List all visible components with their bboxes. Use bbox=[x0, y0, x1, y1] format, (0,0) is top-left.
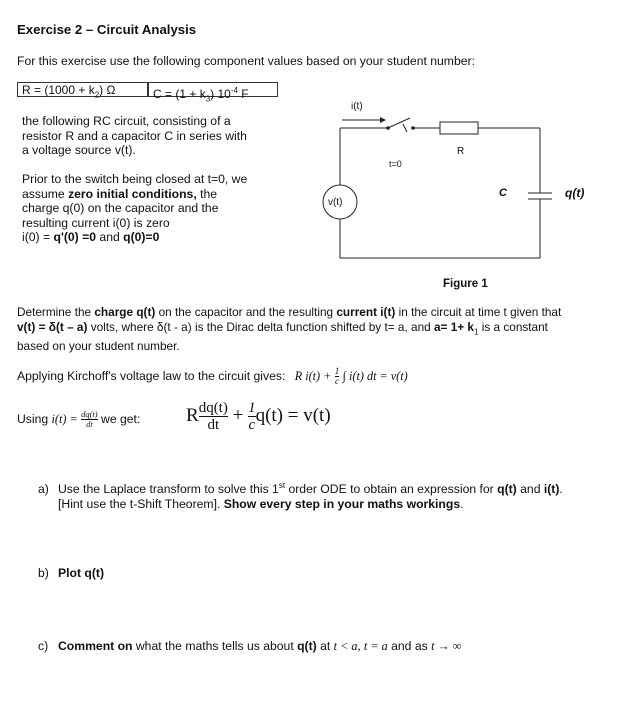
initial-conditions bbox=[22, 172, 247, 245]
capacitor-value-unit: ) 10 bbox=[210, 87, 231, 101]
question-math: t → ∞ bbox=[431, 639, 462, 653]
conditions-bold: zero initial conditions, bbox=[68, 186, 197, 201]
using-fraction-den: dt bbox=[86, 419, 93, 430]
using-fraction bbox=[81, 410, 98, 429]
question-text: [Hint use the t-Shift Theorem]. bbox=[58, 497, 224, 512]
question-bold: Show every step in your maths workings bbox=[223, 497, 461, 512]
conditions-line: resulting current i(0) is zero bbox=[22, 215, 170, 230]
question-sup: st bbox=[278, 481, 286, 490]
question-b-label: b) bbox=[38, 566, 49, 580]
conditions-bold: q(0)=0 bbox=[123, 230, 160, 244]
charge-label: q(t) bbox=[565, 186, 585, 200]
task-text: is a constant bbox=[478, 319, 548, 334]
kvl-fraction-den: c bbox=[335, 376, 340, 387]
conditions-line: Prior to the switch being closed at t=0, we bbox=[22, 172, 248, 186]
resistor-value-unit: ) Ω bbox=[99, 83, 116, 97]
ode-part: + bbox=[232, 404, 244, 426]
task-bold: v(t) = δ(t – a) bbox=[17, 319, 88, 334]
question-text: and bbox=[516, 482, 544, 497]
kvl-equation-part: R i(t) + bbox=[294, 369, 332, 383]
question-bold: q(t) bbox=[497, 482, 517, 497]
page-title: Exercise 2 – Circuit Analysis bbox=[17, 22, 197, 37]
resistor-symbol bbox=[440, 122, 478, 134]
ode-fraction-num: 1 bbox=[248, 400, 256, 416]
task-text: on the capacitor and the resulting bbox=[155, 305, 337, 319]
task-bold: a= 1+ k bbox=[433, 319, 474, 334]
task-text: in the circuit at time t given that bbox=[395, 305, 562, 319]
question-text: and as bbox=[387, 639, 432, 653]
substitution-statement bbox=[17, 408, 140, 430]
ode-equation bbox=[186, 400, 331, 433]
question-text: . bbox=[559, 482, 563, 497]
ode-fraction-2 bbox=[248, 400, 256, 433]
task-text: Determine the bbox=[17, 305, 95, 319]
question-a-line2 bbox=[38, 497, 563, 512]
conditions-text: the bbox=[196, 186, 218, 201]
task-bold: charge q(t) bbox=[94, 305, 156, 319]
ode-fraction-den: c bbox=[248, 417, 256, 433]
description-line: a voltage source v(t). bbox=[22, 143, 136, 157]
question-c-label: c) bbox=[38, 639, 49, 653]
rc-circuit-diagram bbox=[300, 95, 620, 270]
question-bold: i(t) bbox=[543, 482, 560, 497]
conditions-text: assume bbox=[22, 186, 69, 201]
switch-label: t=0 bbox=[389, 159, 402, 169]
capacitor-value-exponent: -4 bbox=[230, 86, 238, 95]
conditions-bold: q'(0) =0 bbox=[53, 230, 97, 244]
switch-blade bbox=[388, 118, 410, 128]
conditions-text: and bbox=[96, 230, 124, 244]
question-text: what the maths tells us about bbox=[132, 639, 298, 653]
question-math: t = a bbox=[363, 639, 388, 653]
question-a-label: a) bbox=[38, 482, 49, 497]
using-fraction-num: dq(t) bbox=[81, 409, 98, 420]
resistor-value-label: R = (1000 + k bbox=[22, 83, 95, 97]
task-text: volts, where δ(t - a) is the Dirac delta function shifted by t= a, and bbox=[87, 319, 434, 334]
question-bold: q(t) bbox=[297, 639, 317, 653]
ode-part: R bbox=[186, 404, 199, 426]
switch-mark bbox=[403, 124, 407, 132]
source-label: v(t) bbox=[328, 197, 343, 208]
resistor-label: R bbox=[457, 146, 465, 157]
task-statement bbox=[17, 305, 561, 354]
ode-part: q(t) = v(t) bbox=[255, 404, 331, 426]
question-c bbox=[38, 639, 461, 654]
current-label: i(t) bbox=[351, 101, 363, 112]
task-subscript: 1 bbox=[474, 326, 479, 336]
circuit-description bbox=[22, 114, 247, 158]
task-line bbox=[17, 305, 561, 320]
kvl-fraction bbox=[335, 367, 340, 386]
conditions-line bbox=[22, 187, 247, 202]
ode-fraction-den: dt bbox=[207, 417, 220, 433]
question-bold: Comment on bbox=[58, 639, 133, 653]
question-a bbox=[38, 478, 563, 512]
using-text: Using bbox=[17, 412, 52, 426]
kvl-text: Applying Kirchoff's voltage law to the circuit gives: bbox=[17, 369, 286, 383]
question-bold: Plot q(t) bbox=[58, 566, 105, 580]
resistor-value-box bbox=[17, 82, 148, 100]
capacitor-label: C bbox=[499, 187, 507, 199]
question-text: . bbox=[460, 497, 464, 512]
task-line: based on your student number. bbox=[17, 339, 180, 354]
capacitor-value-box bbox=[148, 82, 278, 104]
description-line: the following RC circuit, consisting of a bbox=[22, 114, 231, 128]
question-b bbox=[38, 566, 104, 580]
kvl-statement bbox=[17, 366, 408, 386]
conditions-line bbox=[22, 230, 247, 245]
question-math: t < a, bbox=[333, 639, 361, 653]
using-math: i(t) = bbox=[51, 412, 78, 426]
using-text: we get: bbox=[101, 412, 141, 426]
current-arrowhead bbox=[380, 117, 386, 123]
capacitor-value-tail: F bbox=[237, 87, 249, 101]
question-text: order ODE to obtain an expression for bbox=[285, 482, 498, 497]
description-line: resistor R and a capacitor C in series with bbox=[22, 128, 247, 143]
task-line bbox=[17, 320, 561, 340]
kvl-equation-part: ∫ i(t) dt = v(t) bbox=[342, 369, 408, 383]
figure-caption: Figure 1 bbox=[443, 278, 488, 290]
question-text: Use the Laplace transform to solve this 1 bbox=[58, 482, 279, 497]
question-text: at bbox=[316, 639, 334, 653]
capacitor-value-label: C = (1 + k bbox=[153, 87, 206, 101]
conditions-text: i(0) = bbox=[22, 230, 54, 244]
conditions-line: charge q(0) on the capacitor and the bbox=[22, 201, 219, 215]
ode-fraction bbox=[199, 400, 228, 433]
intro-text: For this exercise use the following component values based on your student number: bbox=[17, 54, 475, 68]
task-bold: current i(t) bbox=[336, 305, 396, 319]
capacitor-value-subscript: 3 bbox=[205, 94, 211, 104]
kvl-fraction-num: 1 bbox=[334, 366, 340, 377]
resistor-value-subscript: 2 bbox=[94, 90, 100, 100]
ode-fraction-num: dq(t) bbox=[198, 400, 228, 416]
